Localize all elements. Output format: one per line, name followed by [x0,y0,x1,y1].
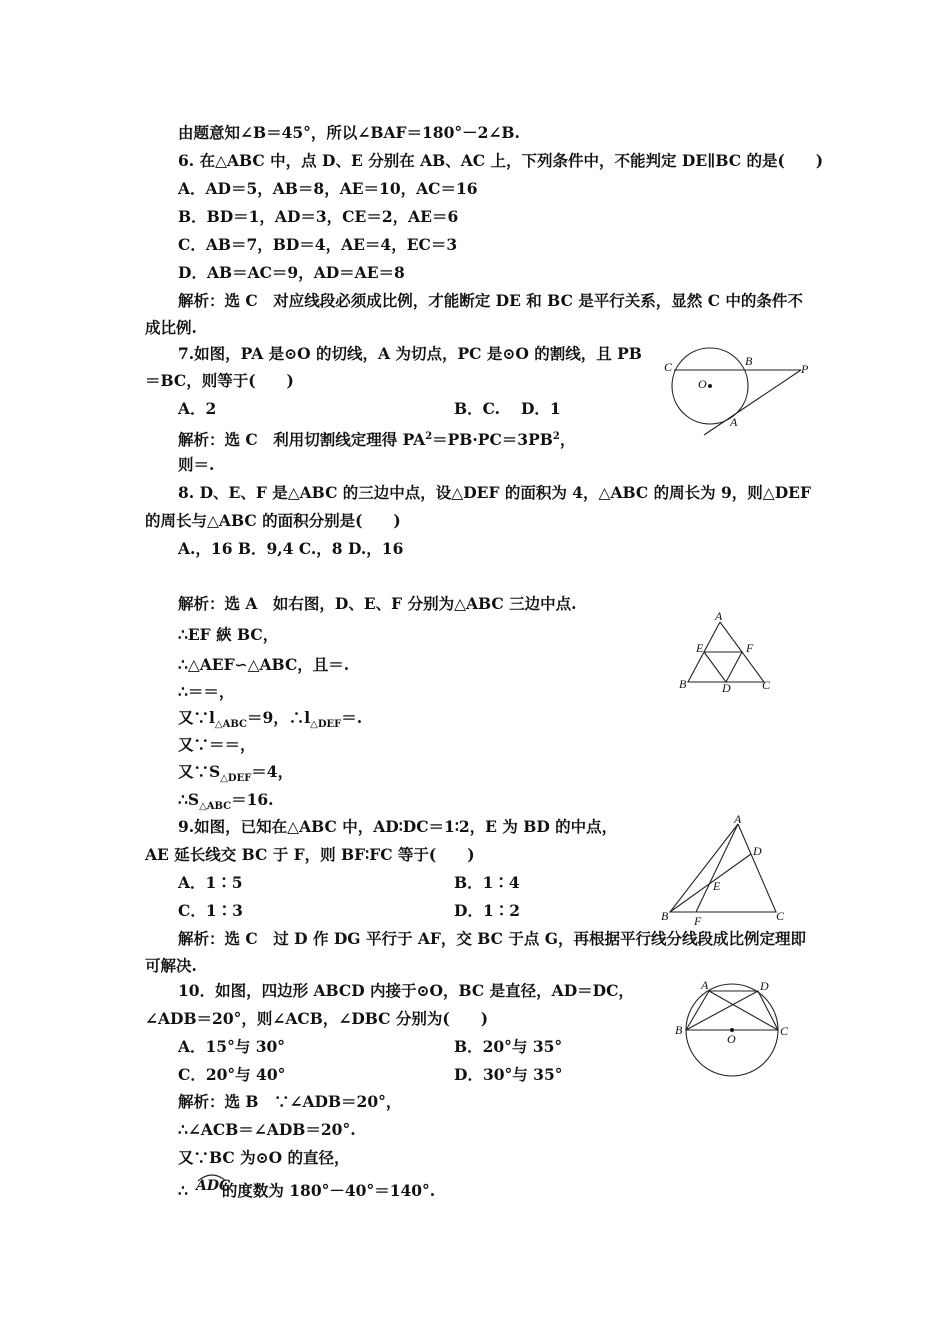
solution-8-step [178,708,362,735]
option-d: D．AB＝AC＝9，AD＝AE＝8 [178,263,405,282]
option-b: B．BD＝1，AD＝3，CE＝2，AE＝6 [178,207,459,226]
solution-6: 解析：选 C 对应线段必须成比例，才能断定 DE 和 BC 是平行关系，显然 C 中的条件不 [178,291,803,310]
arc-label: ADC [196,1178,231,1194]
solution-8-step [178,762,293,789]
question-8: 8. D、E、F 是△ABC 的三边中点，设△DEF 的面积为 4，△ABC 的周长为 9，则△DEF [178,483,811,502]
text-span: ＝9，∴l [246,708,311,727]
solution-10-step: ∴∠ACB＝∠ADB＝20°. [178,1120,356,1139]
solution-8-step [178,790,274,817]
question-10: 10．如图，四边形 ABCD 内接于⊙O，BC 是直径，AD＝DC， [178,981,634,1000]
subscript: △ABC [199,801,232,813]
question-7-cont: ＝BC，则等于( ) [145,371,294,390]
option-b: B．1∶4 [454,873,520,892]
label-d: D [753,844,762,858]
option-c: C．AB＝7，BD＝4，AE＝4，EC＝3 [178,235,458,254]
label-d: D [760,979,769,993]
solution-10: 解析：选 B ∵∠ADB＝20°， [178,1092,402,1111]
text-span: ， [559,430,576,450]
figure-7 [658,338,818,443]
label-b: B [661,909,669,923]
solution-10-step: 又∵BC 为⊙O 的直径， [178,1148,350,1167]
label-o: O [727,1032,736,1046]
label-d: D [722,681,731,695]
question-9: 9.如图，已知在△ABC 中，AD∶DC＝1∶2，E 为 BD 的中点， [178,817,618,836]
label-c: C [762,678,771,692]
solution-7 [178,427,575,450]
figure-8 [676,609,776,695]
label-c: C [664,360,673,374]
superscript: 2 [425,431,433,442]
text-span: ∴ [178,1181,188,1200]
option-b: B．20°与 35° [454,1037,563,1056]
option-d: D．30°与 35° [454,1065,563,1084]
solution-8-step: ∴＝＝， [178,682,235,701]
solution-9: 解析：选 C 过 D 作 DG 平行于 AF，交 BC 于点 G，再根据平行线分线段成比例定理即 [178,929,807,948]
label-b: B [745,354,753,368]
option-a: A．AD＝5，AB＝8，AE＝10，AC＝16 [178,179,478,198]
question-9-cont: AE 延长线交 BC 于 F，则 BF∶FC 等于( ) [145,845,475,864]
triangle-abc [670,824,776,912]
label-a: A [734,812,742,826]
question-6: 6. 在△ABC 中，点 D、E 分别在 AB、AC 上，下列条件中，不能判定 DE∥BC 的是( ) [178,151,824,170]
arc-symbol [196,1178,230,1194]
option-a: A．1∶5 [178,873,243,892]
option-a: A．2 [178,399,217,418]
text-span: 解析：选 C 利用切割线定理得 PA [178,430,426,450]
text-span: ＝. [341,708,363,727]
solution-7-cont: 则＝. [178,455,215,474]
text-span: ＝16. [231,790,274,809]
label-b: B [679,677,687,691]
tangent-line [704,370,801,435]
option-c: C．1∶3 [178,901,243,920]
text-span: 又∵l [178,708,215,727]
solution-8-step: 又∵＝＝， [178,735,256,754]
superscript: 2 [552,431,560,442]
solution-6-cont: 成比例. [145,318,197,337]
solution-8-step: ∴EF 綊 BC， [178,625,279,644]
option-bcd: B．C. D．1 [454,399,561,418]
label-f: F [746,641,754,655]
label-o: O [698,377,707,391]
label-a: A [701,978,709,992]
segment-bd [670,854,751,912]
text-span: ＝4， [251,762,294,781]
label-c: C [780,1024,789,1038]
label-f: F [694,914,702,928]
question-8-cont: 的周长与△ABC 的面积分别是( ) [145,511,401,530]
center-point [709,385,712,388]
text-span: 又∵S [178,762,221,781]
label-e: E [713,879,721,893]
option-c: C．20°与 40° [178,1065,286,1084]
label-e: E [696,641,704,655]
solution-9-cont: 可解决. [145,956,197,975]
figure-10 [672,976,797,1081]
arc-mark [196,1172,228,1182]
figure-9 [658,812,788,927]
option-d: D．1∶2 [454,901,521,920]
text-line: 由题意知∠B＝45°，所以∠BAF＝180°－2∠B. [178,123,520,142]
label-b: B [675,1023,683,1037]
text-span: 的度数为 180°－40°＝140°. [221,1181,436,1200]
text-span: ∴S [178,790,200,809]
diagonal-bd [686,991,758,1030]
label-a: A [715,609,723,623]
solution-8-step: ∴△AEF∽△ABC，且＝. [178,655,350,674]
label-c: C [776,909,785,923]
triangle-def [704,652,742,682]
label-a: A [730,415,738,429]
subscript: △DEF [310,719,342,731]
text-span: ＝PB·PC＝3PB [432,430,553,450]
subscript: △DEF [220,773,252,785]
label-p: P [801,362,809,376]
option-a: A．15°与 30° [178,1037,286,1056]
solution-8: 解析：选 A 如右图，D、E、F 分别为△ABC 三边中点. [178,594,577,613]
question-7: 7.如图，PA 是⊙O 的切线，A 为切点，PC 是⊙O 的割线，且 PB [178,344,642,363]
options-8: A.，16 B．9,4 C.，8 D.，16 [178,539,404,558]
question-10-cont: ∠ADB＝20°，则∠ACB，∠DBC 分别为( ) [145,1009,489,1028]
subscript: △ABC [214,719,247,731]
